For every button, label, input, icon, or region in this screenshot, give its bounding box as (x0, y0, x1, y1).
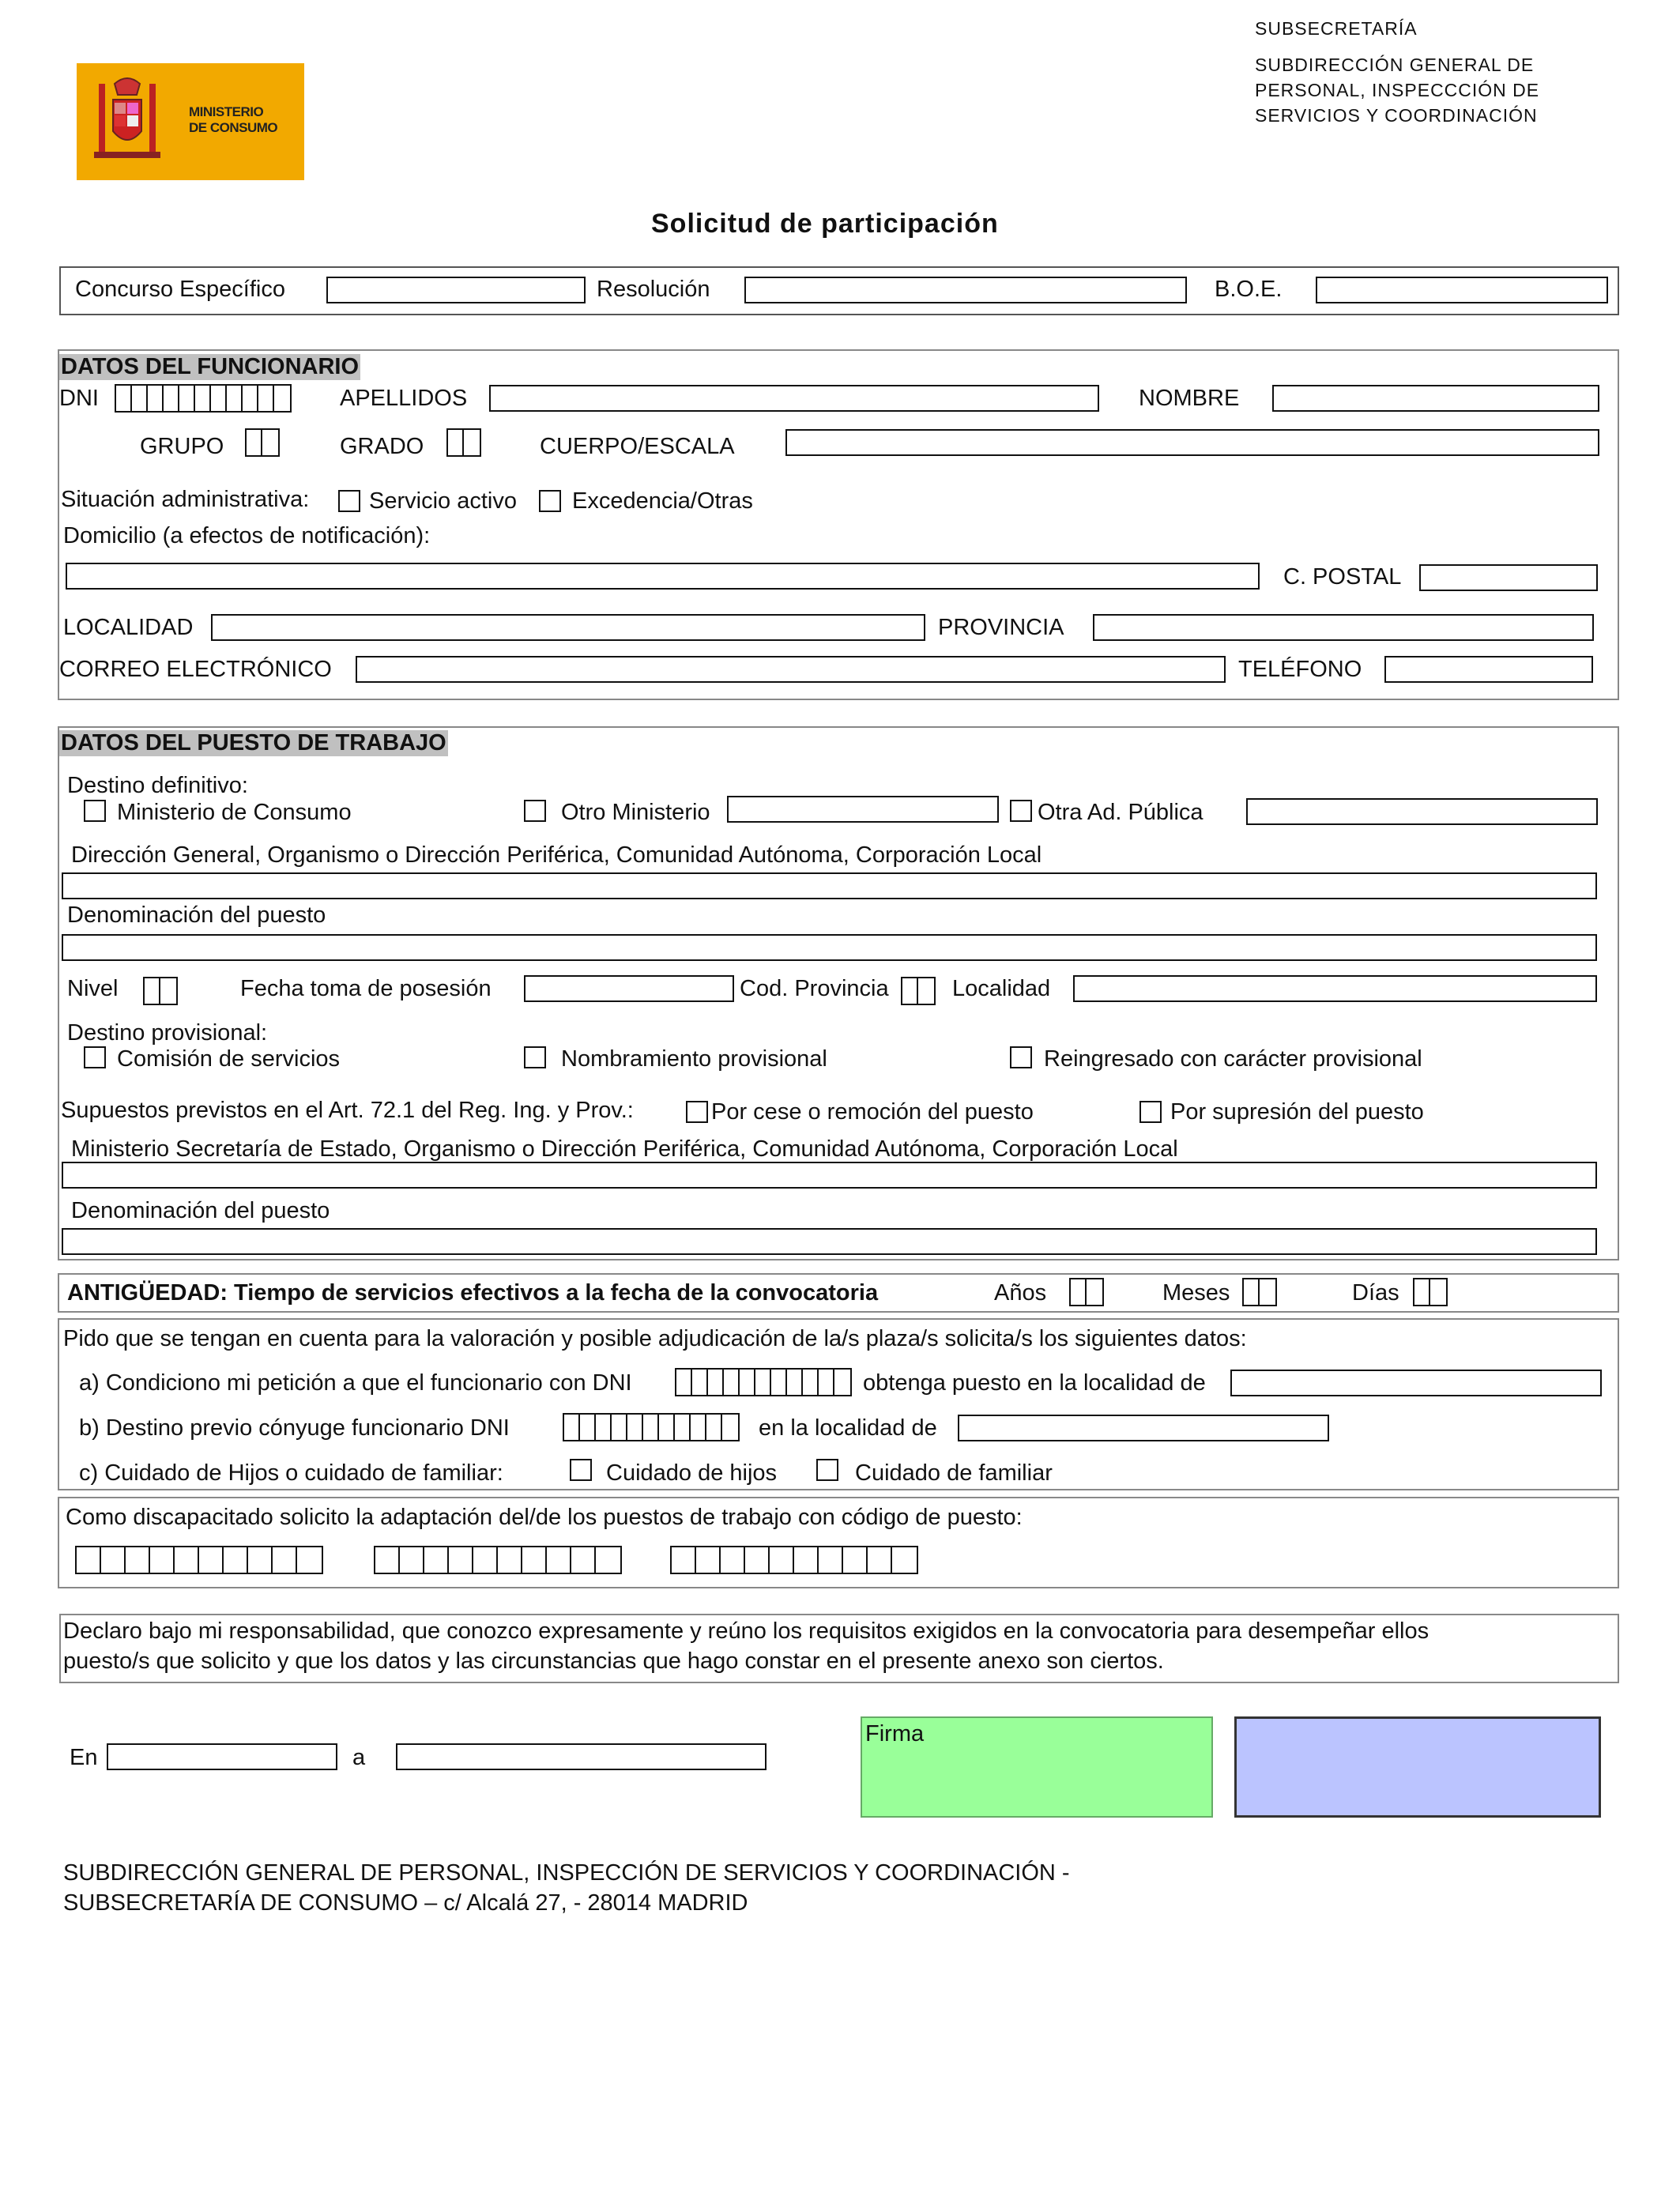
dni-boxes[interactable] (115, 384, 292, 413)
servicio-activo-checkbox[interactable] (338, 490, 360, 512)
concurso-field[interactable] (326, 277, 586, 303)
grado-label: GRADO (340, 434, 424, 459)
cuerpo-field[interactable] (785, 429, 1599, 456)
nombramiento-label: Nombramiento provisional (561, 1046, 827, 1072)
page-title: Solicitud de participación (651, 209, 999, 239)
por-supresion-label: Por supresión del puesto (1170, 1099, 1424, 1125)
fecha-toma-label: Fecha toma de posesión (240, 976, 492, 1001)
dni-label: DNI (59, 386, 99, 411)
ministerio-secretaria-field[interactable] (62, 1162, 1597, 1189)
por-cese-label: Por cese o remoción del puesto (711, 1099, 1034, 1125)
domicilio-label: Domicilio (a efectos de notificación): (63, 523, 431, 548)
anios-boxes[interactable] (1069, 1278, 1104, 1306)
condiciono-localidad-field[interactable] (1230, 1370, 1602, 1396)
correo-field[interactable] (356, 656, 1226, 683)
provincia-field[interactable] (1093, 614, 1594, 641)
otro-ministerio-checkbox[interactable] (524, 800, 546, 822)
provincia-label: PROVINCIA (938, 615, 1064, 640)
apellidos-field[interactable] (489, 385, 1099, 412)
sello-box[interactable] (1234, 1716, 1601, 1818)
nivel-boxes[interactable] (143, 977, 178, 1005)
apellidos-label: APELLIDOS (340, 386, 468, 411)
fecha-field[interactable] (396, 1743, 767, 1770)
subdireccion-line1: SUBDIRECCIÓN GENERAL DE (1255, 55, 1535, 75)
resolucion-field[interactable] (744, 277, 1187, 303)
denominacion-field[interactable] (62, 934, 1597, 961)
excedencia-label: Excedencia/Otras (572, 488, 753, 514)
nivel-label: Nivel (67, 976, 119, 1001)
conyuge-dni-boxes[interactable] (563, 1413, 740, 1441)
otra-ad-checkbox[interactable] (1010, 800, 1032, 822)
coat-of-arms-icon (91, 76, 164, 169)
declaro-line1: Declaro bajo mi responsabilidad, que conozco expresamente y reúno los requisitos exigidos en la convocatoria para desempeñar ellos (63, 1618, 1430, 1644)
destino-conyuge-label: b) Destino previo cónyuge funcionario DNI (79, 1415, 510, 1441)
puesto-header: DATOS DEL PUESTO DE TRABAJO (61, 730, 446, 755)
excedencia-checkbox[interactable] (539, 490, 561, 512)
otro-ministerio-label: Otro Ministerio (561, 800, 710, 825)
en-la-localidad-label: en la localidad de (759, 1415, 937, 1441)
meses-boxes[interactable] (1242, 1278, 1277, 1306)
correo-label: CORREO ELECTRÓNICO (59, 657, 332, 682)
cod-provincia-boxes[interactable] (901, 977, 936, 1005)
cuidado-hijos-checkbox[interactable] (570, 1459, 592, 1481)
boe-field[interactable] (1316, 277, 1608, 303)
localidad-puesto-label: Localidad (952, 976, 1051, 1001)
supuestos-label: Supuestos previstos en el Art. 72.1 del Reg. Ing. y Prov.: (61, 1098, 634, 1123)
destino-provisional-label: Destino provisional: (67, 1020, 268, 1046)
cuidado-label: c) Cuidado de Hijos o cuidado de familiar: (79, 1460, 503, 1486)
condiciono-label: a) Condiciono mi petición a que el funcionario con DNI (79, 1370, 632, 1396)
footer-line1: SUBDIRECCIÓN GENERAL DE PERSONAL, INSPECCIÓN DE SERVICIOS Y COORDINACIÓN - (63, 1860, 1070, 1886)
ministerio-consumo-label: Ministerio de Consumo (117, 800, 352, 825)
firma-box[interactable] (861, 1716, 1213, 1818)
domicilio-field[interactable] (66, 563, 1260, 590)
logo-text-line2: DE CONSUMO (189, 120, 278, 135)
reingresado-label: Reingresado con carácter provisional (1044, 1046, 1422, 1072)
obtenga-label: obtenga puesto en la localidad de (863, 1370, 1206, 1396)
concurso-label: Concurso Específico (75, 277, 285, 302)
subdireccion-line3: SERVICIOS Y COORDINACIÓN (1255, 105, 1538, 126)
fecha-toma-field[interactable] (524, 975, 734, 1002)
resolucion-label: Resolución (597, 277, 710, 302)
cpostal-field[interactable] (1419, 564, 1598, 591)
codigo-puesto-3-boxes[interactable] (670, 1546, 918, 1574)
otra-ad-field[interactable] (1246, 798, 1598, 825)
localidad-puesto-field[interactable] (1073, 975, 1597, 1002)
a-label: a (352, 1745, 366, 1770)
cuidado-familiar-checkbox[interactable] (816, 1459, 838, 1481)
direccion-general-field[interactable] (62, 872, 1597, 899)
condiciono-dni-boxes[interactable] (675, 1368, 852, 1396)
otro-ministerio-field[interactable] (727, 796, 999, 823)
en-label: En (70, 1745, 98, 1770)
comision-label: Comisión de servicios (117, 1046, 341, 1072)
declaro-line2: puesto/s que solicito y que los datos y las circunstancias que hago constar en el presente anexo son ciertos. (63, 1649, 1164, 1674)
cpostal-label: C. POSTAL (1283, 564, 1402, 590)
cuidado-familiar-label: Cuidado de familiar (855, 1460, 1053, 1486)
ministerio-consumo-checkbox[interactable] (84, 800, 106, 822)
dias-boxes[interactable] (1413, 1278, 1448, 1306)
codigo-puesto-2-boxes[interactable] (374, 1546, 622, 1574)
ministerio-logo (77, 63, 304, 180)
en-field[interactable] (107, 1743, 337, 1770)
dias-label: Días (1352, 1280, 1399, 1306)
boe-label: B.O.E. (1215, 277, 1283, 302)
subsecretaria-label: SUBSECRETARÍA (1255, 18, 1418, 39)
nombre-label: NOMBRE (1139, 386, 1240, 411)
direccion-general-label: Dirección General, Organismo o Dirección Periférica, Comunidad Autónoma, Corporación Local (71, 842, 1042, 868)
grado-boxes[interactable] (446, 428, 481, 457)
localidad-label: LOCALIDAD (63, 615, 194, 640)
anios-label: Años (994, 1280, 1047, 1306)
destino-definitivo-label: Destino definitivo: (67, 773, 248, 798)
subdireccion-line2: PERSONAL, INSPECCCIÓN DE (1255, 80, 1540, 100)
footer-line2: SUBSECRETARÍA DE CONSUMO – c/ Alcalá 27, - 28014 MADRID (63, 1890, 748, 1916)
denominacion2-field[interactable] (62, 1228, 1597, 1255)
nombramiento-checkbox[interactable] (524, 1046, 546, 1068)
nombre-field[interactable] (1272, 385, 1599, 412)
telefono-label: TELÉFONO (1238, 657, 1362, 682)
ministerio-secretaria-label: Ministerio Secretaría de Estado, Organismo o Dirección Periférica, Comunidad Autónoma, Corporación Local (71, 1136, 1178, 1162)
grupo-label: GRUPO (140, 434, 224, 459)
grupo-boxes[interactable] (245, 428, 280, 457)
situacion-label: Situación administrativa: (61, 487, 310, 512)
cuidado-hijos-label: Cuidado de hijos (606, 1460, 778, 1486)
codigo-puesto-1-boxes[interactable] (75, 1546, 323, 1574)
meses-label: Meses (1162, 1280, 1230, 1306)
denominacion2-label: Denominación del puesto (71, 1198, 330, 1223)
otra-ad-label: Otra Ad. Pública (1038, 800, 1203, 825)
denominacion-label: Denominación del puesto (67, 902, 326, 928)
por-supresion-checkbox[interactable] (1139, 1101, 1162, 1123)
conyuge-localidad-field[interactable] (958, 1415, 1329, 1441)
cod-provincia-label: Cod. Provincia (740, 976, 889, 1001)
firma-label: Firma (865, 1721, 925, 1746)
localidad-field[interactable] (211, 614, 925, 641)
comision-checkbox[interactable] (84, 1046, 106, 1068)
reingresado-checkbox[interactable] (1010, 1046, 1032, 1068)
por-cese-checkbox[interactable] (686, 1101, 708, 1123)
logo-text-line1: MINISTERIO (189, 104, 264, 119)
pido-intro: Pido que se tengan en cuenta para la valoración y posible adjudicación de la/s plaza/s solicita/s los siguientes datos: (63, 1326, 1247, 1351)
antiguedad-label: ANTIGÜEDAD: Tiempo de servicios efectivos a la fecha de la convocatoria (67, 1280, 879, 1306)
telefono-field[interactable] (1384, 656, 1593, 683)
funcionario-header: DATOS DEL FUNCIONARIO (61, 354, 360, 379)
cuerpo-label: CUERPO/ESCALA (540, 434, 735, 459)
discapacitado-label: Como discapacitado solicito la adaptación del/de los puestos de trabajo con código de puesto: (66, 1505, 1023, 1530)
servicio-activo-label: Servicio activo (369, 488, 517, 514)
